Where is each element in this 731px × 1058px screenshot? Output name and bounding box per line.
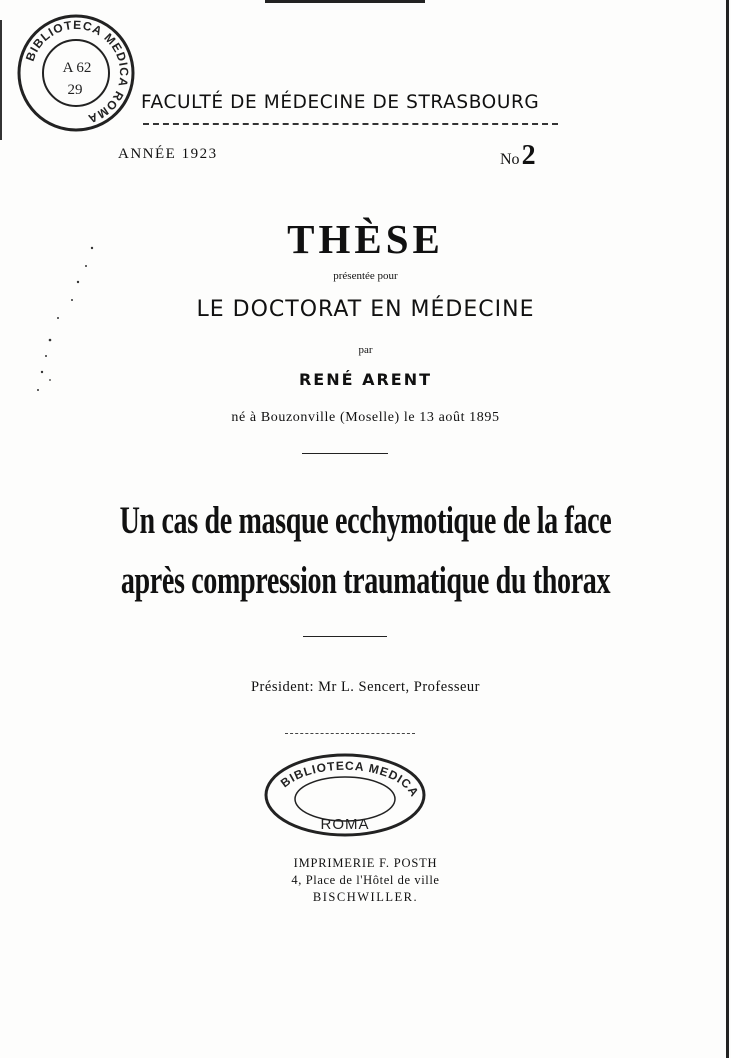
thesis-title-line-2: après compression traumatique du thorax [120, 559, 611, 602]
number-prefix: No [500, 151, 520, 168]
round-stamp-code-1: A 62 [62, 60, 92, 76]
degree-title: LE DOCTORAT EN MÉDECINE [196, 297, 535, 322]
printer-address: 4, Place de l'Hôtel de ville [291, 873, 440, 887]
thesis-number [500, 140, 536, 172]
author-name: RENÉ ARENT [298, 370, 433, 389]
scan-edge-top [265, 0, 425, 3]
decorative-dash [285, 733, 415, 734]
these-heading: THÈSE [287, 216, 444, 262]
round-stamp-ring-text: BIBLIOTECA MEDICA ROMA [22, 17, 132, 127]
divider-1 [302, 453, 388, 454]
faculty-heading: FACULTÉ DE MÉDECINE DE STRASBOURG [141, 92, 540, 113]
round-stamp-code-2: 29 [67, 82, 83, 98]
presented-for: présentée pour [333, 270, 398, 282]
thesis-title-line-1: Un cas de masque ecchymotique de la face [119, 499, 612, 542]
president-line: Président: Mr L. Sencert, Professeur [250, 679, 480, 695]
divider-2 [303, 636, 387, 637]
oval-stamp-ring-text: BIBLIOTECA MEDICA [277, 758, 422, 800]
library-stamp-round [15, 12, 137, 134]
scan-edge-left [0, 20, 2, 140]
oval-stamp-city: ROMA [320, 816, 370, 833]
number-value: 2 [521, 140, 536, 171]
author-birth: né à Bouzonville (Moselle) le 13 août 1895 [231, 410, 500, 425]
printer-city: BISCHWILLER. [312, 890, 419, 904]
header-dashed-rule [143, 123, 558, 125]
year-label: ANNÉE 1923 [118, 146, 218, 162]
by-label: par [358, 344, 373, 356]
library-stamp-oval [262, 752, 428, 838]
printer-name: IMPRIMERIE F. POSTH [293, 856, 438, 870]
